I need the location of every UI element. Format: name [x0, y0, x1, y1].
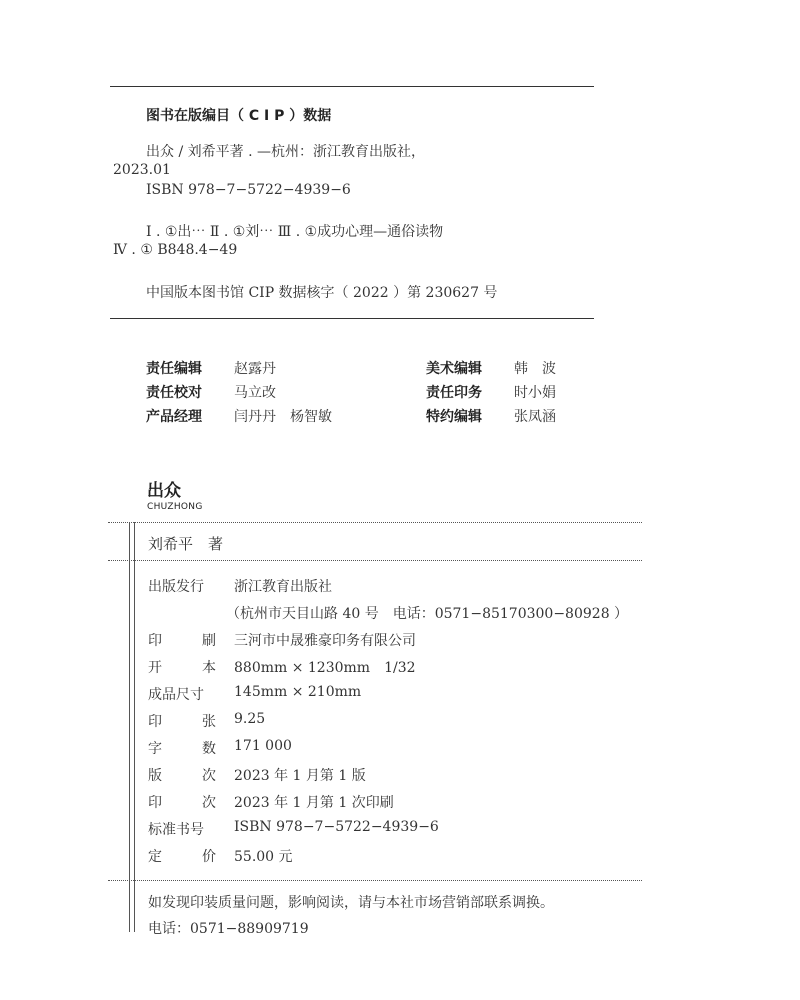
staff-label: 责任印务: [426, 385, 482, 401]
author-divider: [108, 560, 642, 561]
staff-value: 马立改: [234, 385, 276, 401]
cip-classification: Ⅰ . ①出⋯ Ⅱ . ①刘⋯ Ⅲ . ①成功心理—通俗读物: [146, 224, 444, 240]
spec-value: 55.00 元: [234, 849, 293, 865]
spec-label: 印 张: [148, 714, 216, 730]
staff-value: 韩 波: [514, 361, 556, 377]
cip-record-number: 中国版本图书馆 CIP 数据核字（ 2022 ）第 230627 号: [146, 285, 498, 301]
book-title: 出众: [147, 481, 181, 501]
spec-label: 字 数: [148, 741, 216, 757]
spec-value: （杭州市天目山路 40 号 电话：0571−85170300−80928 ）: [226, 606, 629, 622]
cip-isbn: ISBN 978−7−5722−4939−6: [146, 182, 351, 198]
spec-label: 定 价: [148, 849, 216, 865]
frame-top-rule: [108, 522, 642, 523]
footer-divider: [108, 880, 642, 881]
spec-label: 印 刷: [148, 633, 216, 649]
spec-value: 浙江教育出版社: [234, 579, 332, 595]
cip-top-rule: [110, 86, 594, 87]
staff-value: 张凤涵: [514, 409, 556, 425]
staff-value: 赵露丹: [234, 361, 276, 377]
book-pinyin: CHUZHONG: [147, 502, 203, 512]
spec-value: 880mm × 1230mm 1/32: [234, 660, 416, 676]
spec-label: 开 本: [148, 660, 216, 676]
spec-value: 2023 年 1 月第 1 版: [234, 768, 366, 784]
staff-label: 责任编辑: [146, 361, 202, 377]
spec-label: 出版发行: [148, 579, 204, 595]
staff-label: 特约编辑: [426, 409, 482, 425]
spec-label: 成品尺寸: [148, 687, 204, 703]
book-author: 刘希平 著: [148, 535, 224, 553]
cip-title: 图书在版编目（ C I P ）数据: [146, 108, 332, 124]
frame-left-line-inner: [134, 522, 135, 932]
service-phone: 电话：0571−88909719: [148, 921, 309, 937]
cip-bottom-rule: [110, 318, 594, 319]
spec-label: 标准书号: [148, 822, 204, 838]
spec-value: 9.25: [234, 711, 266, 727]
spec-value: 三河市中晟雅豪印务有限公司: [234, 633, 416, 649]
cip-catalog-line: 出众 / 刘希平著 . —杭州：浙江教育出版社，: [146, 144, 425, 160]
spec-label: 版 次: [148, 768, 216, 784]
spec-value: 171 000: [234, 738, 292, 754]
staff-label: 产品经理: [146, 409, 202, 425]
spec-value: 145mm × 210mm: [234, 684, 362, 700]
cip-classification-code: Ⅳ . ① B848.4−49: [113, 242, 238, 258]
quality-notice: 如发现印装质量问题，影响阅读，请与本社市场营销部联系调换。: [148, 895, 554, 911]
staff-value: 时小娟: [514, 385, 556, 401]
frame-left-line: [129, 522, 130, 932]
staff-value: 闫丹丹 杨智敏: [234, 409, 332, 425]
spec-label: 印 次: [148, 795, 216, 811]
spec-value: ISBN 978−7−5722−4939−6: [234, 819, 439, 835]
staff-label: 美术编辑: [426, 361, 482, 377]
cip-catalog-date: 2023.01: [113, 162, 171, 178]
spec-value: 2023 年 1 月第 1 次印刷: [234, 795, 394, 811]
staff-label: 责任校对: [146, 385, 202, 401]
